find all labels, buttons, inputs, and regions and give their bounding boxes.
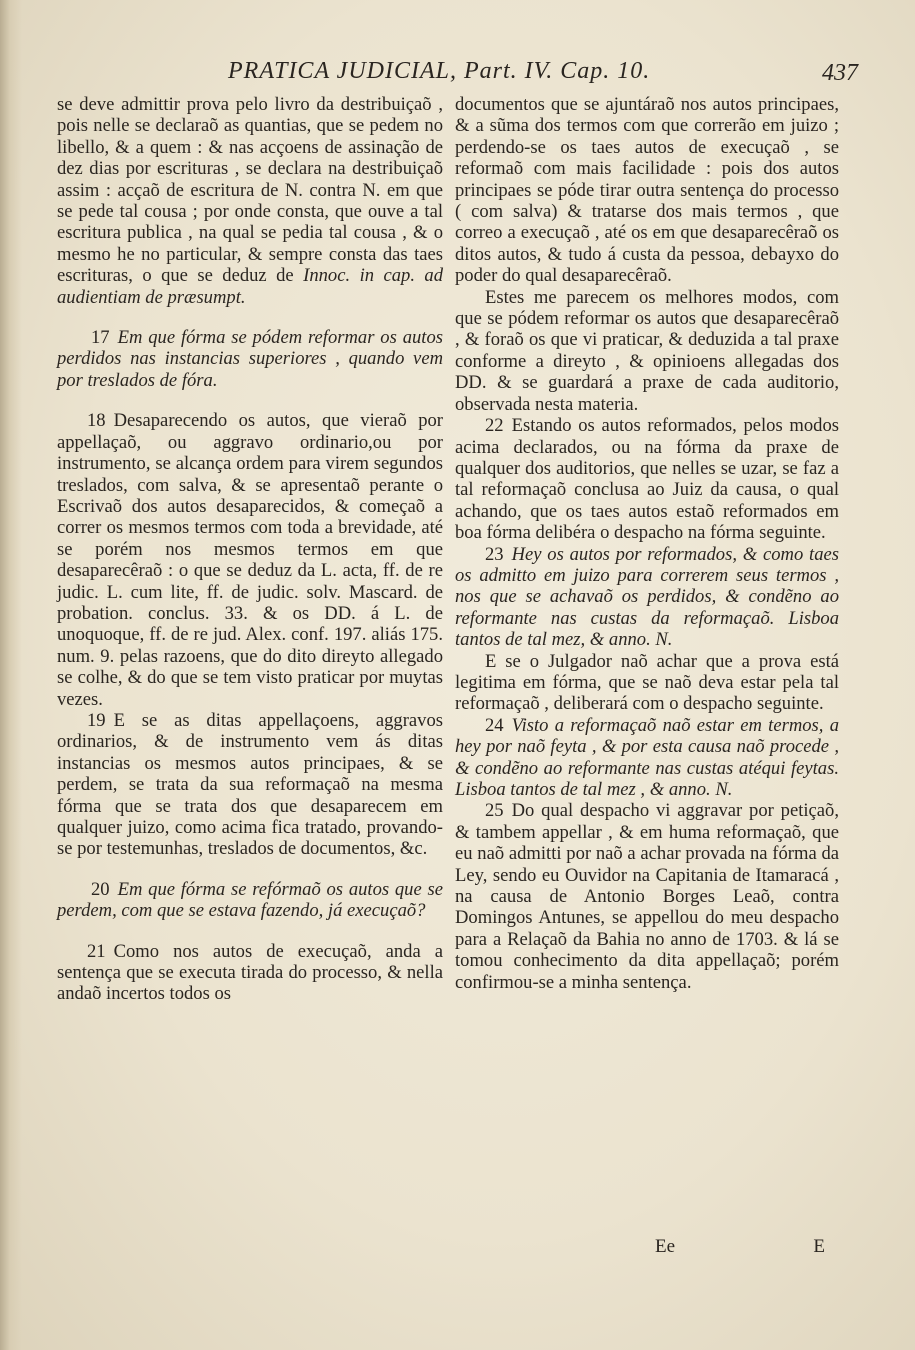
signature-mark: Ee [655,1236,676,1257]
paragraph-number: 18 [87,410,106,432]
catchword-line [455,1236,839,1260]
catchword: E [813,1236,825,1257]
section-number: 17 [91,327,110,349]
page-number: 437 [822,60,858,86]
paragraph-23-decree: 23 Hey os autos por reformados, & como taes os admitto em juizo para correrem seus termos , nos que se achavaõ os perdidos, & condẽno ao reformante nas custas da reformaçaõ. Lisboa tantos de tal mez, & anno. N. [455,543,839,651]
paragraph-number: 24 [485,714,504,736]
paragraph-22: 22 Estando os autos reformados, pelos modos acima declarados, ou na fórma da praxe de qualquer dos auditorios, que nelles se uzar, se faz a tal reformaçaõ conclusa ao Juiz da causa, o qual achando, que os taes autos estaõ reformados em boa fórma delibéra o despacho na fórma seguinte. [455,415,839,544]
paragraph-23-continued: E se o Julgador naõ achar que a prova está legitima em fórma, que se naõ deva estar pela tal reformaçaõ , deliberará com o despacho seguinte. [455,650,839,715]
right-paragraph-continued: documentos que se ajuntáraõ nos autos principaes, & a sũma dos termos com que correrão em juizo ; perdendo-se os taes autos de execuçaõ , se reformaõ com mais facilidade : pois dos autos principaes se póde tirar outra sentença do processo ( com salva) & tratarse dos mais termos , que correo a execuçaõ , até os em que desaparecêraõ os ditos autos, & tudo á custa da pessoa, debayxo do poder do qual desaparecêraõ. [455,94,839,287]
running-title: PRATICA JUDICIAL, Part. IV. Cap. 10. [228,58,651,84]
paragraph-19: 19 E se as ditas appellaçoens, aggravos ordinarios, & de instrumento vem ás ditas instancias os mesmos autos principaes, & se perdem, se trata da sua reformaçaõ na mesma fórma que se trata dos que desaparecem em qualquer juizo, como acima fica tratado, provando-se por testemunhas, treslados de documentos, &c. [57,709,443,860]
citation: Innoc. in cap. ad audientiam de præsumpt. [57,265,444,308]
paragraph-number: 25 [485,800,504,822]
section-heading-17: 17 Em que fórma se pódem reformar os autos perdidos nas instancias superiores , quando vem por treslados de fóra. [57,327,443,391]
left-paragraph-continued: se deve admittir prova pelo livro da destribuiçaõ , pois nelle se declaraõ as quantias, que se pedem no libello, & a quem : & nas acçoens de assinação de dez dias por escrituras , se declara na destribuiçaõ assim : acçaõ de escritura de N. contra N. em que se pede tal cousa ; por onde consta, que ouve a tal escritura publica , na qual se pedia tal cousa , & o mesmo he no particular, & sempre consta das taes escrituras, o que se deduz de Innoc. in cap. ad audientiam de præsumpt. [57,94,444,308]
paragraph-24-decree: 24 Visto a reformaçaõ naõ estar em termos, a hey por naõ feyta , & por esta causa naõ procede , & condẽno ao reformante nas custas atéqui feytas. Lisboa tantos de tal mez , & anno. N. [455,714,839,800]
paragraph-25: 25 Do qual despacho vi aggravar por petiçaõ, & tambem appellar , & em huma reformaçaõ, que eu naõ admitti por naõ a achar provada na fórma da Ley, sendo eu Ouvidor na Capitania de Itamaracá , na causa de Antonio Borges Leaõ, contra Domingos Antunes, se appellou do meu despacho para a Relaçaõ da Bahia no anno de 1703. & lá se tomou conhecimento da dita appellaçaõ; porém confirmou-se a minha sentença. [455,800,839,993]
right-column [455,94,839,993]
running-header [228,58,858,92]
paragraph-number: 21 [87,940,106,962]
paragraph-number: 22 [485,415,504,437]
paragraph-number: 19 [87,709,106,731]
section-heading-20: 20 Em que fórma se refórmaõ os autos que se perdem, com que se estava fazendo, já execuçaõ? [57,878,443,922]
section-number: 20 [91,878,110,900]
paragraph-methods: Estes me parecem os melhores modos, com que se pódem reformar os autos que desaparecêraõ , & foraõ os que vi praticar, & deduzida a tal praxe conforme a direyto , & opinioens allegadas dos DD. & se guardará a praxe de cada auditorio, observada nesta materia. [455,286,839,415]
paragraph-number: 23 [485,543,504,565]
page-gutter-shadow [0,0,22,1350]
left-column [57,94,443,1005]
paragraph-18: 18 Desaparecendo os autos, que vieraõ por appellaçaõ, ou aggravo ordinario,ou por instrumento, se alcança ordem para virem segundos treslados, com salva, & se apresentaõ perante o Escrivaõ dos autos desaparecidos, & começaõ a correr os mesmos termos com toda a brevidade, até se porém nos mesmos termos em que desaparecêraõ : o que se deduz da L. acta, ff. de re judic. L. cum lite, ff. de judic. solv. Mascard. de probation. conclus. 33. & os DD. á L. de unoquoque, ff. de re jud. Alex. conf. 197. aliás 175. num. 9. pelas razoens, que do dito direyto allegado se colhe, & do que se tem visto praticar por muytas vezes. [57,410,443,710]
paragraph-21: 21 Como nos autos de execuçaõ, anda a sentença que se executa tirada do processo, & nella andaõ incertos todos os [57,940,443,1005]
